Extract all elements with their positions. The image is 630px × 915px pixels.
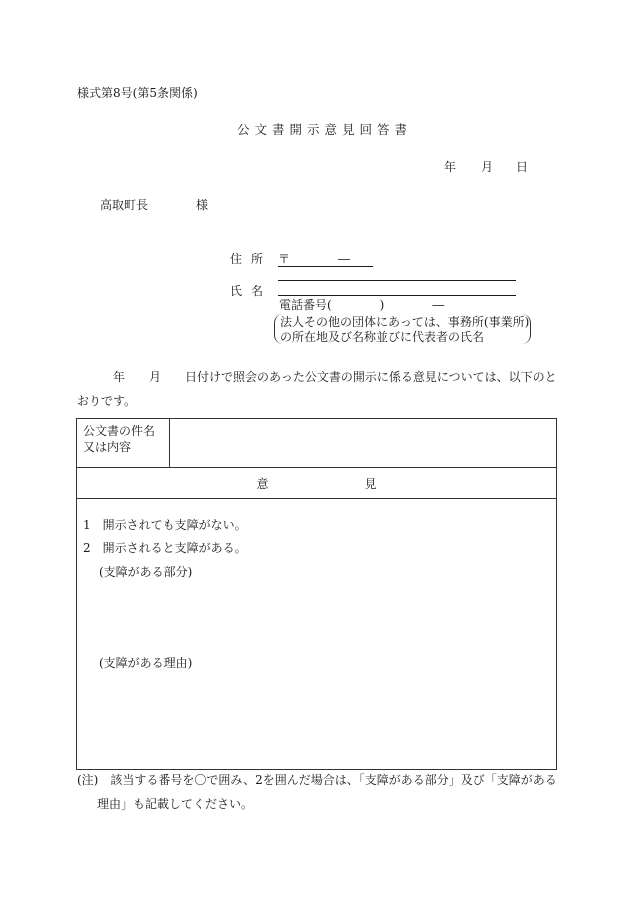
date-month-label: 月	[481, 160, 494, 174]
form-number: 様式第8号(第5条関係)	[77, 86, 198, 100]
address-underline	[278, 266, 373, 267]
addressee-name: 高取町長	[100, 198, 149, 212]
addressee-honorific: 様	[196, 198, 209, 212]
opinion-header-label: 意 見	[256, 476, 377, 491]
subject-label-line1: 公文書の件名	[83, 424, 156, 438]
subject-label-cell	[77, 419, 170, 468]
postal-code-field[interactable]: 〒 ―	[278, 252, 351, 266]
body-text-line1: 年 月 日付けで照会のあった公文書の開示に係る意見については、以下のと	[113, 370, 557, 384]
subject-value-cell[interactable]	[170, 419, 557, 468]
address-line[interactable]	[278, 280, 516, 281]
date-day-label: 日	[516, 160, 529, 174]
name-label: 氏名	[230, 284, 273, 298]
harmful-reason-label: (支障がある理由)	[99, 656, 193, 670]
footnote-line1: (注) 該当する番号を〇で囲み、2を囲んだ場合は、「支障がある部分」及び「支障がある	[77, 773, 557, 787]
corporate-note-line2: の所在地及び名称並びに代表者の氏名	[280, 330, 485, 344]
corporate-note-line1: 法人その他の団体にあっては、事務所(事業所)	[280, 315, 530, 329]
option-harm[interactable]: 2 開示されると支障がある。	[83, 541, 247, 555]
body-text-line2: おりです。	[77, 394, 137, 408]
opinion-table	[76, 418, 557, 770]
option-no-harm[interactable]: 1 開示されても支障がない。	[83, 518, 247, 532]
date-year-label: 年	[444, 160, 457, 174]
name-line[interactable]	[278, 295, 516, 296]
harmful-part-label: (支障がある部分)	[99, 565, 193, 579]
opinion-header	[77, 468, 557, 499]
subject-label-line2: 又は内容	[83, 440, 132, 454]
address-label: 住所	[230, 252, 273, 266]
opinion-body-cell[interactable]	[77, 499, 557, 770]
document-title: 公文書開示意見回答書	[237, 122, 413, 137]
footnote-line2: 理由」も記載してください。	[97, 797, 254, 811]
phone-number-field[interactable]: 電話番号( ) ―	[279, 298, 445, 312]
